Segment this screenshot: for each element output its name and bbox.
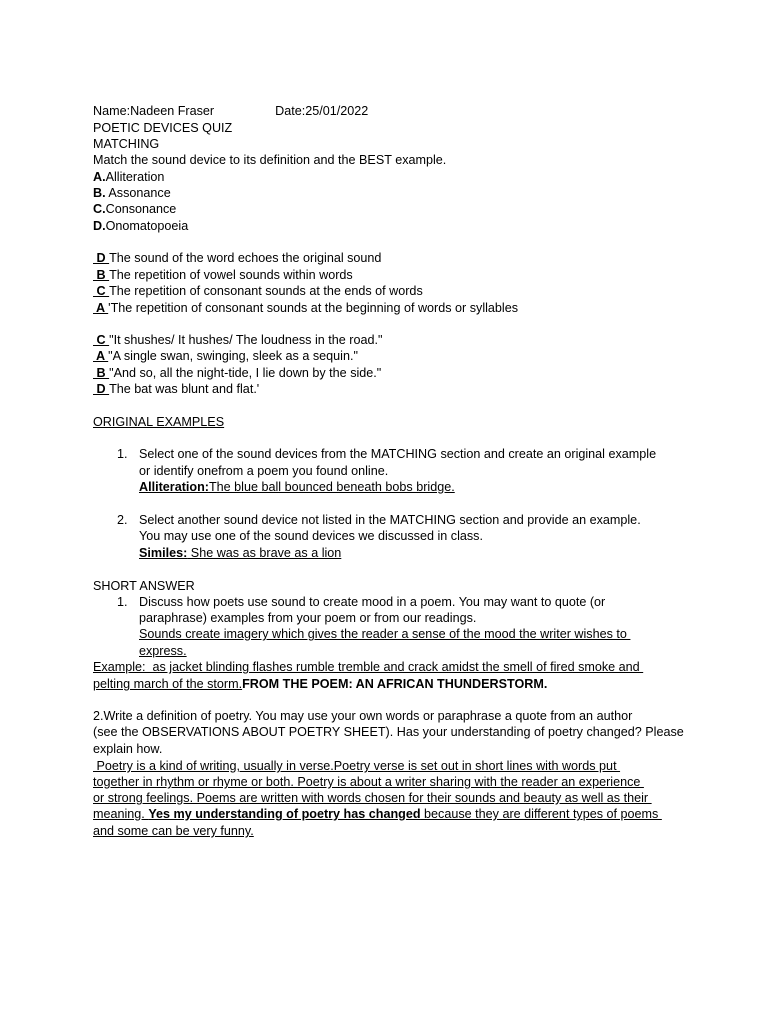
definition-text: The sound of the word echoes the original sound — [109, 251, 382, 265]
answer-line — [93, 806, 662, 822]
example-text: "A single swan, swinging, sleek as a sequin." — [108, 349, 358, 363]
answer-blank: B — [93, 268, 110, 282]
answer-text: Poetry is a kind of writing, usually in verse.Poetry verse is set out in short lines with words put — [93, 759, 621, 773]
answer-text: The blue ball bounced beneath bobs bridge. — [208, 480, 455, 494]
answer-blank: C — [93, 284, 110, 298]
example-item — [93, 365, 381, 381]
example-text: "And so, all the night-tide, I lie down by the side." — [109, 366, 382, 380]
example-text: pelting march of the storm. — [93, 677, 243, 691]
question-text: paraphrase) examples from your poem or from our readings. — [139, 611, 477, 625]
device-name: Alliteration — [105, 170, 165, 184]
example-text: "It shushes/ It hushes/ The loudness in the road." — [109, 333, 383, 347]
answer-text: or strong feelings. Poems are written with words chosen for their sounds and beauty as well as their — [93, 791, 652, 805]
section-title: MATCHING — [93, 137, 160, 151]
example-text: Example: as jacket blinding flashes rumble tremble and crack amidst the smell of fired smoke and — [93, 660, 644, 674]
quiz-date: Date:25/01/2022 — [275, 104, 369, 118]
answer-blank: A — [93, 349, 109, 363]
answer-text: She was as brave as a lion — [187, 546, 342, 560]
question-text: Discuss how poets use sound to create mood in a poem. You may want to quote (or — [139, 595, 606, 609]
list-number: 1. — [117, 447, 128, 461]
device-name: Assonance — [105, 186, 171, 200]
example-line — [93, 676, 547, 692]
answer-text: and some can be very funny. — [93, 824, 254, 838]
device-letter: B. — [93, 186, 106, 200]
definition-text: 'The repetition of consonant sounds at the beginning of words or syllables — [108, 301, 519, 315]
answer-text: because they are different types of poems — [420, 807, 662, 821]
answer-label: Alliteration: — [139, 480, 209, 494]
original-examples-heading: ORIGINAL EXAMPLES — [93, 415, 225, 429]
answer-text: meaning. — [93, 807, 149, 821]
list-number: 1. — [117, 595, 128, 609]
question-text: explain how. — [93, 742, 163, 756]
definition-item — [93, 267, 353, 283]
question-text: You may use one of the sound devices we discussed in class. — [139, 529, 483, 543]
quiz-title: POETIC DEVICES QUIZ — [93, 121, 233, 135]
question-text: 2.Write a definition of poetry. You may use your own words or paraphrase a quote from an author — [93, 709, 633, 723]
device-item — [93, 201, 176, 217]
answer-blank: D — [93, 251, 110, 265]
definition-text: The repetition of consonant sounds at the ends of words — [109, 284, 423, 298]
answer-text: together in rhythm or rhyme or both. Poetry is about a writer sharing with the reader an experience — [93, 775, 644, 789]
device-letter: C. — [93, 202, 106, 216]
answer-text: Sounds create imagery which gives the reader a sense of the mood the writer wishes to — [139, 627, 631, 641]
example-text: The bat was blunt and flat.' — [109, 382, 260, 396]
answer-emphasis: Yes my understanding of poetry has changed — [148, 807, 421, 821]
device-item — [93, 169, 164, 185]
answer-line — [139, 545, 341, 561]
device-item — [93, 218, 188, 234]
definition-text: The repetition of vowel sounds within words — [109, 268, 353, 282]
student-name: Name:Nadeen Fraser — [93, 104, 215, 118]
answer-label: Similes: — [139, 546, 188, 560]
answer-blank: B — [93, 366, 110, 380]
instructions: Match the sound device to its definition and the BEST example. — [93, 153, 447, 167]
question-text: Select one of the sound devices from the MATCHING section and create an original example — [139, 447, 657, 461]
example-item — [93, 348, 358, 364]
list-number: 2. — [117, 513, 128, 527]
answer-blank: A — [93, 301, 109, 315]
device-name: Consonance — [105, 202, 177, 216]
header-line — [93, 103, 368, 119]
answer-blank: C — [93, 333, 110, 347]
definition-item — [93, 300, 518, 316]
example-item — [93, 381, 259, 397]
example-source: FROM THE POEM: AN AFRICAN THUNDERSTORM. — [242, 677, 548, 691]
question-text: Select another sound device not listed in the MATCHING section and provide an example. — [139, 513, 641, 527]
definition-item — [93, 250, 381, 266]
device-item — [93, 185, 171, 201]
answer-text: express. — [139, 644, 187, 658]
definition-item — [93, 283, 423, 299]
short-answer-heading: SHORT ANSWER — [93, 579, 195, 593]
question-text: (see the OBSERVATIONS ABOUT POETRY SHEET). Has your understanding of poetry changed? Please — [93, 725, 684, 739]
question-text: or identify onefrom a poem you found online. — [139, 464, 389, 478]
answer-line — [139, 479, 455, 495]
device-letter: A. — [93, 170, 106, 184]
example-item — [93, 332, 382, 348]
device-name: Onomatopoeia — [105, 219, 189, 233]
answer-blank: D — [93, 382, 110, 396]
device-letter: D. — [93, 219, 106, 233]
